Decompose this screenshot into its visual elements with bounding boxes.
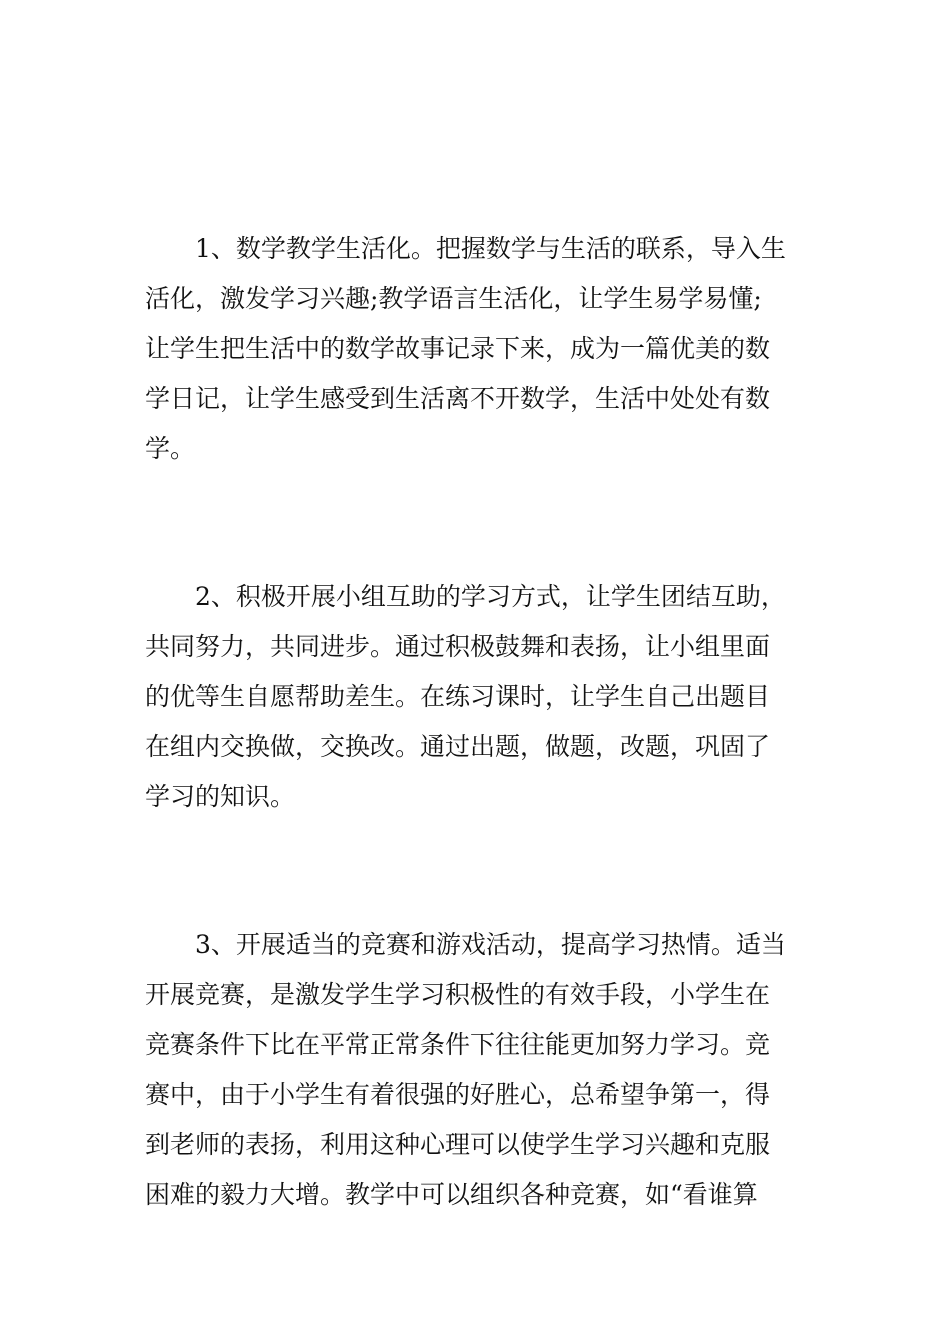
paragraph-line: 的优等生自愿帮助差生。在练习课时，让学生自己出题目 (145, 682, 771, 711)
paragraph-line: 竞赛条件下比在平常正常条件下往往能更加努力学习。竞 (145, 1030, 771, 1059)
paragraph-3 (145, 920, 786, 1220)
paragraph-line: 活化，激发学习兴趣;教学语言生活化，让学生易学易懂; (145, 284, 762, 313)
paragraph-line: 2、积极开展小组互助的学习方式，让学生团结互助， (195, 582, 786, 611)
paragraph-line: 困难的毅力大增。教学中可以组织各种竞赛，如“看谁算 (145, 1180, 758, 1209)
paragraph-line: 到老师的表扬，利用这种心理可以使学生学习兴趣和克服 (145, 1130, 771, 1159)
paragraph-1 (145, 224, 786, 474)
paragraph-line: 开展竞赛，是激发学生学习积极性的有效手段，小学生在 (145, 980, 771, 1009)
paragraph-line: 让学生把生活中的数学故事记录下来，成为一篇优美的数 (145, 334, 771, 363)
paragraph-line: 赛中，由于小学生有着很强的好胜心，总希望争第一，得 (145, 1080, 771, 1109)
paragraph-line: 1、数学教学生活化。把握数学与生活的联系，导入生 (195, 234, 786, 263)
paragraph-line: 学习的知识。 (145, 782, 296, 811)
paragraph-line: 学日记，让学生感受到生活离不开数学，生活中处处有数 (145, 384, 771, 413)
paragraph-2 (145, 572, 786, 822)
paragraph-line: 学。 (145, 434, 196, 463)
paragraph-line: 共同努力，共同进步。通过积极鼓舞和表扬，让小组里面 (145, 632, 771, 661)
paragraph-line: 在组内交换做，交换改。通过出题，做题，改题，巩固了 (145, 732, 771, 761)
paragraph-line: 3、开展适当的竞赛和游戏活动，提高学习热情。适当 (195, 930, 786, 959)
